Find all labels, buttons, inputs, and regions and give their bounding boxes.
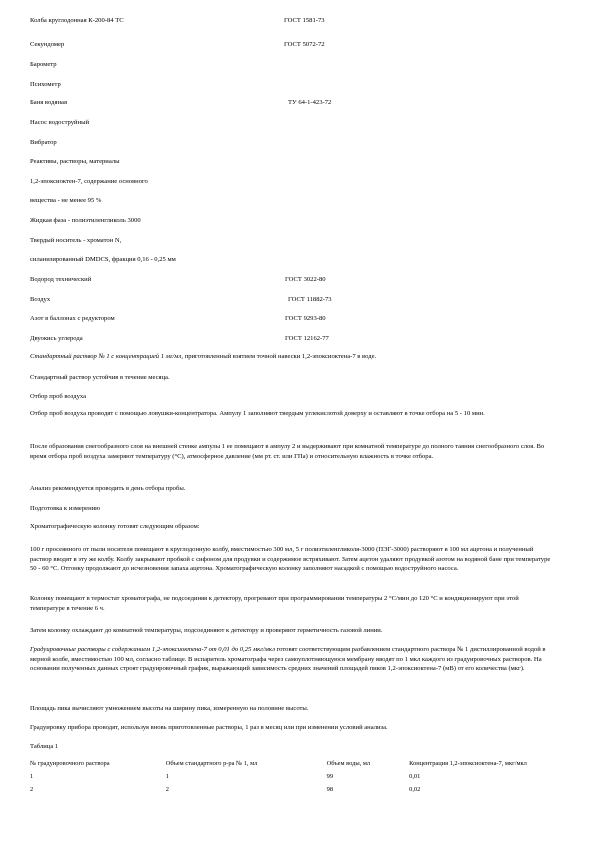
equipment-standard: ГОСТ 5072-72 [284, 41, 325, 48]
calibration-text: готовят соответствующим разбавлением стандартного раствора № 1 дистиллированной водой в мерной колбе, вместимостью 100 мл, согласно таблице. В испаритель хроматографа через самоуплотняющуюся мембрану вводят по 1 мкл каждого из градуировочных растворов. На основании полученных данных строят градуировочный график, выражающий зависимость средних значений площадей пиков 1,2-эпоксиоктена-7 (мВ) от его количества (мкг). [30, 646, 546, 673]
equipment-name: Баня водяная [30, 99, 67, 106]
peak-area-note: Площадь пика вычисляют умножением высоты на ширину пика, измеренную на половине высоты. [30, 705, 309, 712]
preparation-heading: Подготовка к измерению [30, 505, 101, 512]
table-row [30, 772, 560, 784]
equipment-name: Секундомер [30, 41, 65, 48]
table-header-cell: Концентрация 1,2-эпоксиоктена-7, мкг/мкл [409, 760, 527, 767]
standard-solution-text: приготовленный взятием точной навески 1,2-эпоксиоктена-7 в воде. [183, 353, 377, 360]
table-caption: Таблица 1 [30, 743, 59, 750]
standard-solution-paragraph [30, 352, 376, 362]
table-cell: 98 [326, 785, 334, 793]
sampling-paragraph-2: После образования снегообразного слоя на внешней стенке ампулы 1 ее помещают в ампулу 2 и выдерживают при комнатной температуре до полного таяния снегообразного слоя. Во время отбора проб воздуха замеряют температуру (°С), атмосферное давление (мм рт. ст. или ГПа) и относительную влажность в точке отбора. [30, 443, 545, 460]
equipment-name: Колба круглодонная К-200-84 ТС [30, 17, 124, 24]
calibration-table [30, 759, 560, 797]
table-cell: 0,02 [409, 785, 421, 793]
column-preparation-paragraph: 100 г просеянного от пыли носителя помещают в круглодонную колбу, вместимостью 300 мл, 5 г полиэтиленгликоля-3000 (ПЭГ-3000) растворяют в 100 мл ацетона и полученный раствор вводят в эту же колбу. Колбу закрывают пробкой с сифоном для продувки и содержимое встряхивают. Затем ацетон удаляют продувкой азотом на водяной бане при температуре 50 - 60 °С. Отгонку продолжают до исчезновения запаха ацетона. Хроматографическую колонку заполняют насадкой с помощью водоструйного насоса. [30, 546, 551, 573]
table-row [30, 785, 560, 797]
analysis-note: Анализ рекомендуется проводить в день отбора пробы. [30, 485, 186, 492]
reagents-heading: Реактивы, растворы, материалы [30, 158, 120, 165]
calibration-italic: Градуировочные растворы с содержанием 1,2-эпоксиоктена-7 от 0,01 до 0,25 мкг/мкл [30, 646, 275, 653]
reagent-line: Жидкая фаза - полиэтиленгликоль 3000 [30, 217, 141, 224]
table-cell: 1 [30, 773, 34, 781]
gas-name: Двуокись углерода [30, 335, 83, 342]
table-cell: 1 [165, 773, 169, 781]
reagent-line: 1,2-эпоксиоктен-7, содержание основного [30, 178, 148, 185]
table-cell: 2 [165, 785, 169, 793]
sampling-paragraph-1: Отбор проб воздуха проводят с помощью ловушки-концентратора. Ампулу 1 заполняют твердым углекислотой доверху и оставляют в точке отбора на 5 - 10 мин. [30, 410, 485, 417]
table-cell: 2 [30, 785, 34, 793]
column-cooling-note: Затем колонку охлаждают до комнатной температуры, подсоединяют к детектору и проверяют герметичность газовой линии. [30, 627, 383, 634]
table-header-cell: № градуировочного раствора [30, 760, 110, 767]
gas-standard: ГОСТ 3022-80 [285, 276, 326, 283]
equipment-name: Насос водоструйный [30, 119, 90, 126]
stability-note: Стандартный раствор устойчив в течение месяца. [30, 374, 170, 381]
reagent-line: вещества - не менее 95 % [30, 197, 102, 204]
table-cell: 0,01 [409, 773, 421, 781]
sampling-heading: Отбор проб воздуха [30, 393, 87, 400]
verification-note: Градуировку прибора проводят, используя вновь приготовленные растворы, 1 раз в месяц или при изменении условий анализа. [30, 724, 388, 731]
gas-name: Воздух [30, 296, 51, 303]
column-conditioning-paragraph: Колонку помещают в термостат хроматографа, не подсоединяя к детектору, прогревают при программировании температуры 2 °С/мин до 120 °С и кондиционируют при этой температуре в течение 6 ч. [30, 595, 519, 612]
gas-standard: ГОСТ 12162-77 [285, 335, 329, 342]
gas-standard: ГОСТ 9293-80 [285, 315, 326, 322]
equipment-name: Барометр [30, 61, 57, 68]
table-header-row [30, 759, 560, 772]
gas-name: Водород технический [30, 276, 92, 283]
table-header-cell: Объем воды, мл [326, 760, 371, 767]
column-intro: Хроматографическую колонку готовят следующим образом: [30, 523, 200, 530]
table-cell: 99 [326, 773, 334, 781]
equipment-standard: ГОСТ 1581-73 [284, 17, 325, 24]
equipment-name: Психометр [30, 81, 61, 88]
equipment-name: Вибратор [30, 139, 57, 146]
reagent-line: Твердый носитель - хроматон N, [30, 237, 122, 244]
calibration-paragraph [30, 645, 552, 674]
table-header-cell: Объем стандартного р-ра № 1, мл [165, 760, 258, 767]
gas-standard: ГОСТ 11882-73 [288, 296, 332, 303]
equipment-standard: ТУ 64-1-423-72 [288, 99, 332, 106]
gas-name: Азот в баллонах с редуктором [30, 315, 115, 322]
standard-solution-italic: Стандартный раствор № 1 с концентрацией 1 мг/мл, [30, 353, 184, 360]
reagent-line: силанизированный DMDCS, фракция 0,16 - 0,25 мм [30, 256, 176, 263]
